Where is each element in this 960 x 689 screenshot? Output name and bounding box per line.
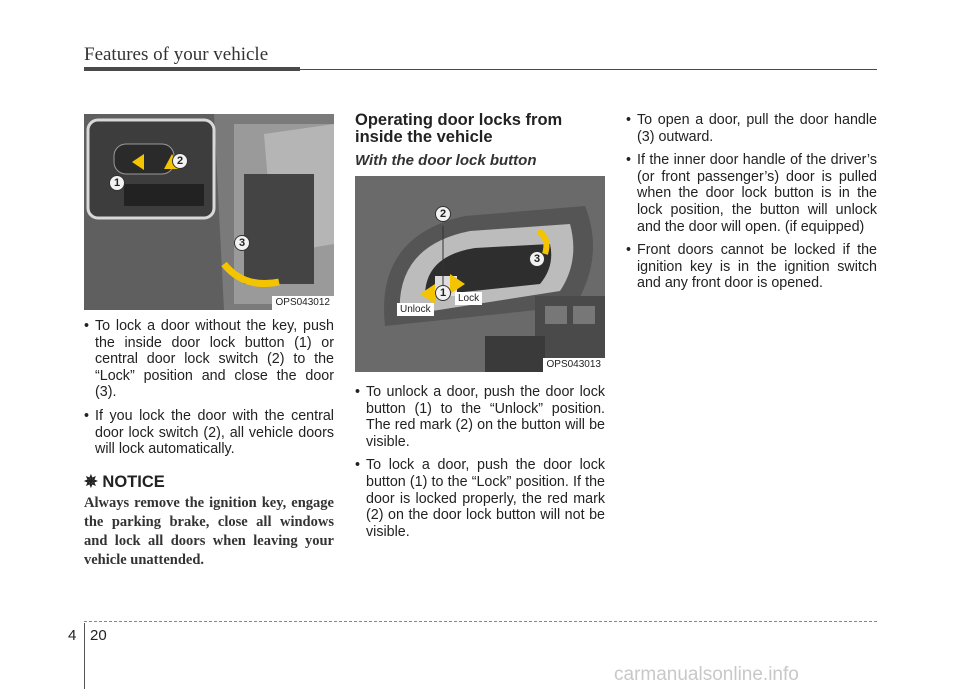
list-item: • If the inner door handle of the driver’s (or front passenger’s) door is pulled when the door lock button is in the lock position, the button will unlock and the door will open. (if equipped) — [626, 152, 877, 235]
figure-code-1: OPS043012 — [272, 296, 335, 310]
list-item: • To open a door, pull the door handle (3) outward. — [626, 112, 877, 145]
page-number: 20 — [90, 627, 107, 644]
list-item: • If you lock the door with the central door lock switch (2), all vehicle doors will lock automatically. — [84, 408, 334, 458]
chapter-number: 4 — [68, 627, 77, 644]
list-item: • To lock a door, push the door lock button (1) to the “Lock” position. If the door is locked properly, the red mark (2) on the door lock button will not be visible. — [355, 457, 605, 540]
door-lock-photo-2 — [355, 176, 605, 372]
door-lock-photo-1 — [84, 114, 334, 310]
list-item: • To lock a door without the key, push the inside door lock button (1) or central door lock switch (2) to the “Lock” position and close the door (3). — [84, 318, 334, 401]
callout-3: 3 — [234, 235, 250, 251]
callout-2: 2 — [172, 153, 188, 169]
door-lock-photo-1-drawing — [84, 114, 334, 310]
callout-1: 1 — [435, 285, 451, 301]
watermark: carmanualsonline.info — [614, 664, 799, 685]
footer-divider — [84, 623, 85, 689]
callout-2: 2 — [435, 206, 451, 222]
list-item: • Front doors cannot be locked if the ignition key is in the ignition switch and any front door is opened. — [626, 242, 877, 292]
header-rule-thick — [84, 67, 300, 71]
callout-3: 3 — [529, 251, 545, 267]
list-item: • To unlock a door, push the door lock button (1) to the “Unlock” position. The red mark (2) on the button will be visible. — [355, 384, 605, 450]
page-header-title: Features of your vehicle — [84, 44, 269, 65]
door-lock-photo-2-drawing — [355, 176, 605, 372]
callout-1: 1 — [109, 175, 125, 191]
footer-rule — [84, 621, 877, 622]
figure-code-2: OPS043013 — [543, 358, 606, 372]
notice-title: ✵ NOTICE — [84, 473, 165, 491]
section-heading: Operating door locks from inside the vehicle — [355, 111, 563, 146]
notice-text: Always remove the ignition key, engage the parking brake, close all windows and lock all doors when leaving your vehicle unattended. — [84, 495, 334, 568]
unlock-label: Unlock — [397, 303, 434, 316]
right-bullet-list — [626, 112, 877, 299]
section-subheading: With the door lock button — [355, 152, 537, 169]
left-bullet-list — [84, 318, 334, 465]
middle-bullet-list — [355, 384, 605, 547]
lock-label: Lock — [455, 292, 482, 305]
header-rule-thin — [300, 69, 877, 70]
